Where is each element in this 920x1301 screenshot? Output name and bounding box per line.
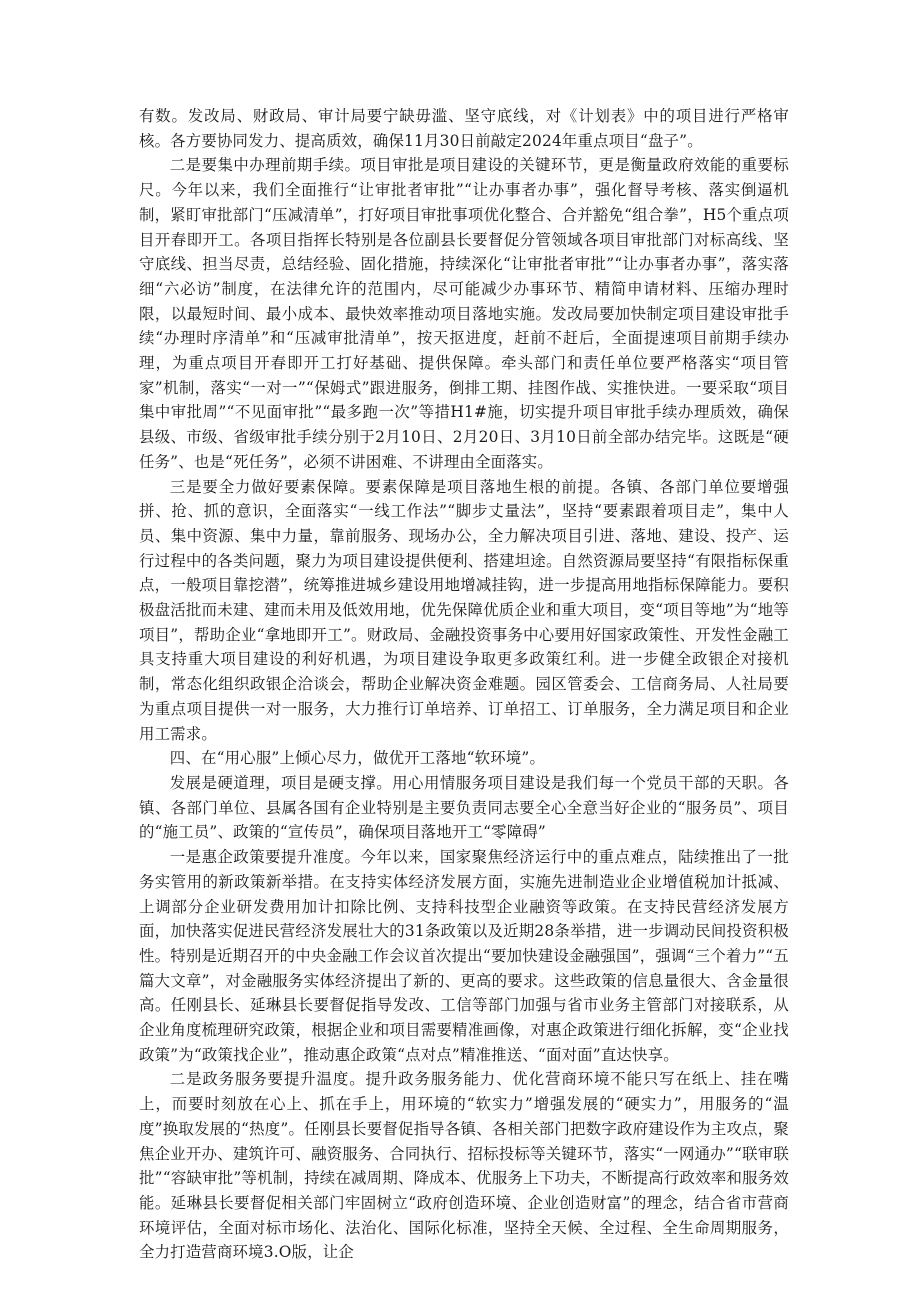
paragraph-service-intro: 发展是硬道理，项目是硬支撑。用心用情服务项目建设是我们每一个党员干部的天职。各镇、各部门单位、县属各国有企业特别是主要负责同志要全心全意当好企业的“服务员”、项目的“施工员”、政策的“宣传员”，确保项目落地开工“零障碍” [139, 773, 789, 842]
paragraph-factor-guarantee: 三是要全力做好要素保障。要素保障是项目落地生根的前提。各镇、各部门单位要增强拼、抢、抓的意识，全面落实“一线工作法”“脚步丈量法”，坚持“要素跟着项目走”，集中人员、集中资源、集中力量，靠前服务、现场办公，全力解决项目引进、落地、建设、投产、运行过程中的各类问题，聚力为项目建设提供便利、搭建坦途。自然资源局要坚持“有限指标保重点，一般项目靠挖潜”，统筹推进城乡建设用地增减挂钩，进一步提高用地指标保障能力。要积极盘活批而未建、建而未用及低效用地，优先保障优质企业和重大项目，变“项目等地”为“地等项目”，帮助企业“拿地即开工”。财政局、金融投资事务中心要用好国家政策性、开发性金融工具支持重大项目建设的利好机遇，为项目建设争取更多政策红利。进一步健全政银企对接机制，常态化组织政银企洽谈会，帮助企业解决资金难题。园区管委会、工信商务局、人社局要为重点项目提供一对一服务，大力推行订单培养、订单招工、订单服务，全力满足项目和企业用工需求。 [139, 477, 789, 743]
paragraph-service-warmth: 二是政务服务要提升温度。提升政务服务能力、优化营商环境不能只写在纸上、挂在嘴上，而要时刻放在心上、抓在手上，用环境的“软实力”增强发展的“硬实力”，用服务的“温度”换取发展的“热度”。任刚县长要督促指导各镇、各相关部门把数字政府建设作为主攻点，聚焦企业开办、建筑许可、融资服务、合同执行、招标投标等关键环节，落实“一网通办”“联审联批”“容缺审批”等机制，持续在减周期、降成本、优服务上下功夫，不断提高行政效率和服务效能。延琳县长要督促相关部门牢固树立“政府创造环境、企业创造财富”的理念，结合省市营商环境评估，全面对标市场化、法治化、国际化标准，坚持全天候、全过程、全生命周期服务，全力打造营商环境3.O版，让企 [139, 1070, 789, 1262]
paragraph-policy-precision: 一是惠企政策要提升准度。今年以来，国家聚焦经济运行中的重点难点，陆续推出了一批务实管用的新政策新举措。在支持实体经济发展方面，实施先进制造业企业增值税加计抵减、上调部分企业研发费用加计扣除比例、支持科技型企业融资等政策。在支持民营经济发展方面，加快落实促进民营经济发展壮大的31条政策以及近期28条举措，进一步调动民间投资积极性。特别是近期召开的中央金融工作会议首次提出“要加快建设金融强国”，强调“三个着力”“五篇大文章”，对金融服务实体经济提出了新的、更高的要求。这些政策的信息量很大、含金量很高。任刚县长、延琳县长要督促指导发改、工信等部门加强与省市业务主管部门对接联系，从企业角度梳理研究政策，根据企业和项目需要精准画像，对惠企政策进行细化拆解，变“企业找政策”为“政策找企业”，推动惠企政策“点对点”精准推送、“面对面”直达快享。 [139, 848, 789, 1064]
paragraph-approval-procedures: 二是要集中办理前期手续。项目审批是项目建设的关键环节，更是衡量政府效能的重要标尺。今年以来，我们全面推行“让审批者审批”“让办事者办事”，强化督导考核、落实倒逼机制，紧盯审批部门“压减清单”，打好项目审批事项优化整合、合并豁免“组合拳”，H5个重点项目开春即开工。各项目指挥长特别是各位副县长要督促分管领域各项目审批部门对标高线、坚守底线、担当尽责，总结经验、固化措施，持续深化“让审批者审批”“让办事者办事”，落实落细“六必访”制度，在法律允许的范围内，尽可能减少办事环节、精简申请材料、压缩办理时限，以最短时间、最小成本、最快效率推动项目落地实施。发改局要加快制定项目建设审批手续“办理时序清单”和“压减审批清单”，按天抠进度，赶前不赶后，全面提速项目前期手续办理，为重点项目开春即开工打好基础、提供保障。牵头部门和责任单位要严格落实“项目管家”机制，落实“一对一”“保姆式”跟进服务，倒排工期、挂图作战、实推快进。一要采取“项目集中审批周”“不见面审批”“最多跑一次”等措H1#施，切实提升项目审批手续办理质效，确保县级、市级、省级审批手续分别于2月10日、2月20日、3月10日前全部办结完毕。这既是“硬任务”、也是“死任务”，必须不讲困难、不讲理由全面落实。 [139, 156, 789, 471]
document-body [139, 104, 789, 1265]
paragraph-continued: 有数。发改局、财政局、审计局要宁缺毋滥、坚守底线，对《计划表》中的项目进行严格审核。各方要协同发力、提高质效，确保11月30日前敲定2024年重点项目“盘子”。 [139, 107, 789, 150]
section-heading-four: 四、在“用心服”上倾心尽力，做优开工落地“软环境”。 [169, 749, 546, 768]
